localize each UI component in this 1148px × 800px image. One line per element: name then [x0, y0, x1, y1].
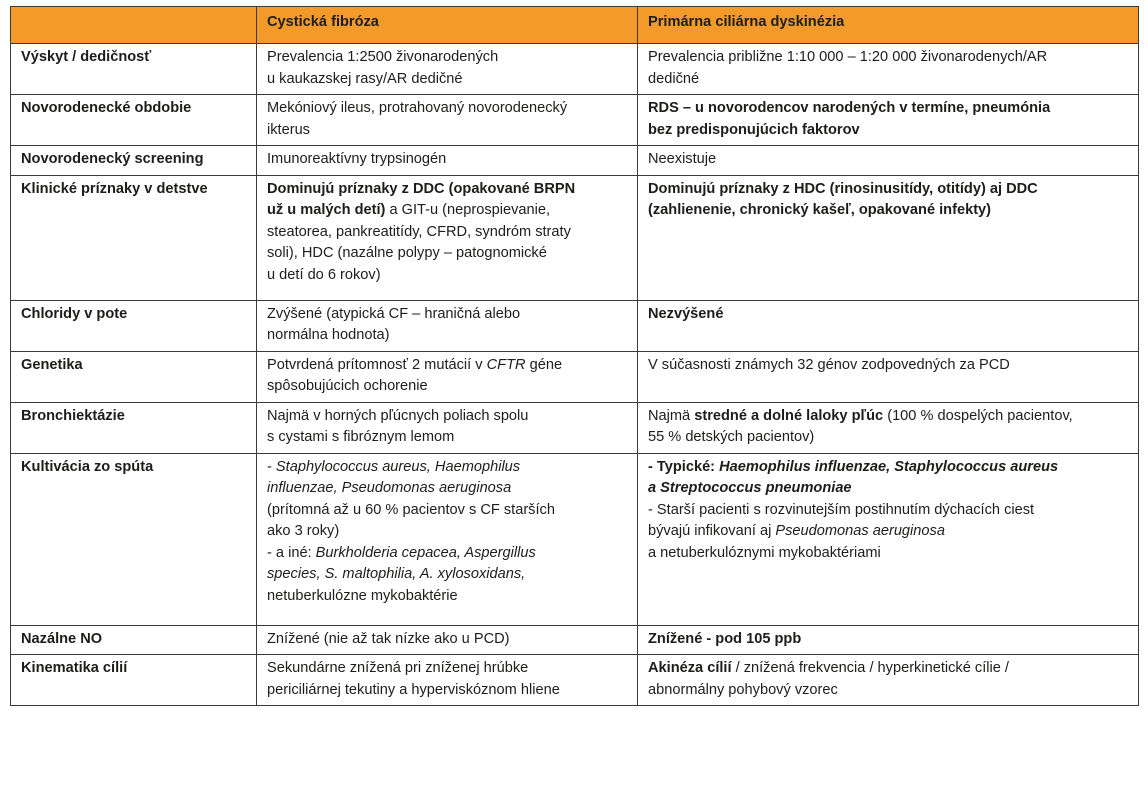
cell-cystic-fibrosis [257, 655, 638, 706]
table-row [11, 146, 1139, 176]
cell-cystic-fibrosis [257, 625, 638, 655]
cell-cystic-fibrosis [257, 300, 638, 351]
cell-text: Staphylococcus aureus, Haemophilus [275, 458, 521, 475]
cell-pcd [638, 453, 1139, 625]
table-row [11, 453, 1139, 625]
cell-text: - Typické: [648, 458, 720, 475]
table-row [11, 655, 1139, 706]
cell-text: netuberkulózne mykobaktérie [267, 587, 458, 604]
cell-cystic-fibrosis [257, 175, 638, 300]
cell-cystic-fibrosis [257, 146, 638, 176]
cell-text: (zahlienenie, chronický kašeľ, opakované infekty) [648, 202, 992, 218]
table-body [11, 44, 1139, 706]
row-label: Klinické príznaky v detstve [11, 175, 257, 300]
cell-text: 55 % detských pacientov) [648, 429, 815, 445]
cell-cystic-fibrosis [257, 453, 638, 625]
cell-cystic-fibrosis [257, 351, 638, 402]
cell-text: soli), HDC (nazálne polypy – patognomické [267, 245, 547, 261]
cell-text: CFTR [486, 356, 526, 373]
header-corner-cell [11, 7, 257, 44]
cell-pcd [638, 146, 1139, 176]
row-label: Výskyt / dedičnosť [11, 44, 257, 95]
cell-pcd [638, 300, 1139, 351]
cell-pcd [638, 655, 1139, 706]
cell-pcd [638, 175, 1139, 300]
cell-text: Dominujú príznaky z HDC (rinosinusitídy, otitídy) aj DDC [648, 180, 1038, 197]
cell-text: influenzae, Pseudomonas aeruginosa [267, 480, 512, 496]
cell-text: Akinéza cílií [648, 660, 732, 676]
header-row [11, 7, 1139, 44]
row-label: Genetika [11, 351, 257, 402]
cell-text: Pseudomonas aeruginosa [775, 523, 945, 539]
table-row [11, 300, 1139, 351]
cell-text: ako 3 roky) [267, 523, 340, 539]
cell-text: Haemophilus influenzae, Staphylococcus aureus [719, 458, 1059, 475]
cell-text: (100 % dospelých pacientov, [883, 407, 1073, 424]
cell-pcd [638, 351, 1139, 402]
table-row [11, 351, 1139, 402]
row-label: Novorodenecké obdobie [11, 95, 257, 146]
cell-text: Najmä v horných pľúcnych poliach spolu [267, 407, 529, 424]
table-row [11, 402, 1139, 453]
cell-text: Znížené - pod 105 ppb [648, 630, 802, 647]
cell-text: bez predisponujúcich faktorov [648, 121, 860, 138]
cell-text: / znížená frekvencia / hyperkinetické cílie / [731, 660, 1009, 676]
cell-text: - Starší pacienti s rozvinutejším postihnutím dýchacích ciest [648, 501, 1035, 518]
row-label: Kinematika cílií [11, 655, 257, 706]
row-label: Chloridy v pote [11, 300, 257, 351]
cell-text: normálna hodnota) [267, 327, 390, 343]
cell-cystic-fibrosis [257, 95, 638, 146]
cell-cystic-fibrosis [257, 44, 638, 95]
cell-text: Prevalencia približne 1:10 000 – 1:20 000 živonarodenych/AR [648, 49, 1048, 65]
row-label: Nazálne NO [11, 625, 257, 655]
cell-text: Zvýšené (atypická CF – hraničná alebo [267, 305, 521, 322]
table-row [11, 95, 1139, 146]
cell-text: - [267, 458, 276, 475]
cell-cystic-fibrosis [257, 402, 638, 453]
cell-text: a GIT-u (neprospievanie, [385, 202, 551, 218]
cell-text: - a iné: [267, 544, 316, 561]
row-label: Novorodenecký screening [11, 146, 257, 176]
cell-text: (prítomná až u 60 % pacientov s CF starších [267, 501, 555, 518]
cell-text: ikterus [267, 121, 310, 138]
cell-text: Potvrdená prítomnosť 2 mutácií v [267, 356, 487, 373]
cell-pcd [638, 402, 1139, 453]
table-row [11, 44, 1139, 95]
cell-text: Neexistuje [648, 151, 717, 167]
cell-pcd [638, 625, 1139, 655]
cell-text: Dominujú príznaky z DDC (opakované BRPN [267, 180, 576, 197]
cell-text: Imunoreaktívny trypsinogén [267, 151, 447, 167]
cell-text: Mekóniový ileus, protrahovaný novorodenecký [267, 100, 568, 116]
cell-text: a netuberkulóznymi mykobaktériami [648, 544, 881, 561]
row-label: Kultivácia zo spúta [11, 453, 257, 625]
cell-text: Sekundárne znížená pri zníženej hrúbke [267, 660, 529, 676]
cell-text: RDS – u novorodencov narodených v termíne, pneumónia [648, 100, 1051, 116]
comparison-table [10, 6, 1139, 706]
cell-text: Prevalencia 1:2500 živonarodených [267, 49, 499, 65]
cell-text: Najmä [648, 407, 695, 424]
table-row [11, 175, 1139, 300]
row-label: Bronchiektázie [11, 402, 257, 453]
cell-pcd [638, 44, 1139, 95]
cell-text: Nezvýšené [648, 305, 724, 322]
cell-text: steatorea, pankreatitídy, CFRD, syndróm straty [267, 223, 571, 240]
cell-text: periciliárnej tekutiny a hyperviskóznom hliene [267, 681, 560, 698]
cell-text: Znížené (nie až tak nízke ako u PCD) [267, 630, 510, 647]
cell-pcd [638, 95, 1139, 146]
cell-text: abnormálny pohybový vzorec [648, 681, 838, 698]
table-row [11, 625, 1139, 655]
cell-text: species, S. maltophilia, A. xylosoxidans, [267, 566, 526, 582]
cell-text: a Streptococcus pneumoniae [648, 480, 852, 496]
cell-text: géne [525, 356, 563, 373]
header-primary-ciliary-dyskinesia: Primárna ciliárna dyskinézia [638, 7, 1139, 44]
cell-text: s cystami s fibróznym lemom [267, 429, 455, 445]
cell-text: bývajú infikovaní aj [648, 523, 776, 539]
cell-text: V súčasnosti známych 32 génov zodpovedných za PCD [648, 356, 1010, 373]
cell-text: stredné a dolné laloky pľúc [694, 407, 884, 424]
cell-text: Burkholderia cepacea, Aspergillus [315, 544, 536, 561]
header-cystic-fibrosis: Cystická fibróza [257, 7, 638, 44]
cell-text: u detí do 6 rokov) [267, 266, 381, 283]
cell-text: už u malých detí) [267, 202, 386, 218]
cell-text: spôsobujúcich ochorenie [267, 378, 428, 394]
cell-text: dedičné [648, 70, 700, 87]
cell-text: u kaukazskej rasy/AR dedičné [267, 70, 463, 87]
